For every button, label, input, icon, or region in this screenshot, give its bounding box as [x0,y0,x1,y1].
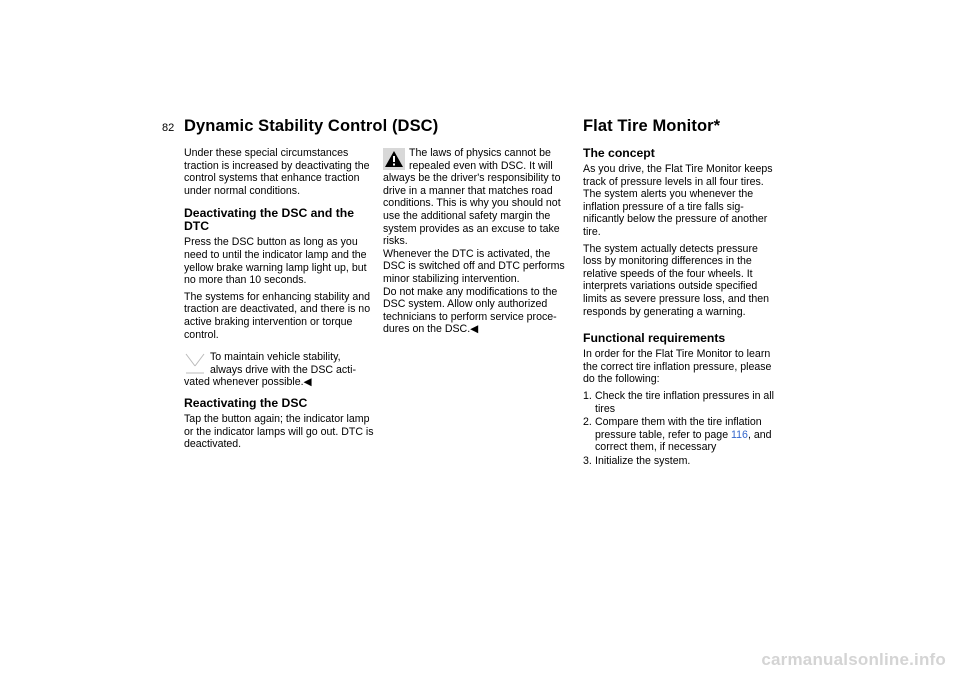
tip-line-3: vated whenever possible.◀ [184,376,312,389]
step-number: 2. [583,416,592,429]
reactivate-heading: Reactivating the DSC [184,395,308,410]
list-item [583,455,775,468]
warning-rest: always be the driver's responsibility to drive in a manner that matches road conditions. This is why you should not use the additional safety margin the system provides as an excuse to take risks. [383,172,561,248]
step-number: 3. [583,454,592,467]
intro-paragraph: Under these special circumstances traction is increased by deactivating the control systems that enhance traction under normal conditions. [184,147,370,197]
step-number: 1. [583,389,592,402]
steps-list [583,390,775,468]
step-text-after: , and correct them, if necessary [595,428,772,454]
concept-paragraph-1: As you drive, the Flat Tire Monitor keeps track of pressure levels in all four tires. The system alerts you whenever the inflation pressure of a tire falls sig-nificantly below the pressure of another tire. [583,163,773,238]
warning-line-1: The laws of physics cannot be [409,147,551,159]
column-1 [184,147,376,455]
column-2 [383,147,575,336]
concept-heading: The concept [583,146,655,160]
list-item [583,390,775,415]
page-title-flat-tire: Flat Tire Monitor* [583,117,721,135]
warning-paragraph-3: Do not make any modifications to the DSC system. Allow only authorized technicians to perform service proce-dures on the DSC.◀ [383,285,558,336]
watermark: carmanualsonline.info [761,650,946,669]
warning-paragraph-2: Whenever the DTC is activated, the DSC is switched off and DTC performs minor stabilizing intervention. [383,247,565,285]
reactivate-paragraph: Tap the button again; the indicator lamp or the indicator lamps will go out. DTC is deactivated. [184,412,374,451]
page-number: 82 [162,122,175,134]
warning-line-2: repealed even with DSC. It will [409,159,553,172]
page-title-dsc: Dynamic Stability Control (DSC) [184,117,439,135]
step-text: Check the tire inflation pressures in all tires [595,389,775,415]
deactivate-paragraph-2: The systems for enhancing stability and traction are deactivated, and there is no active braking intervention or torque control. [184,290,371,341]
tip-note [184,351,376,389]
step-text: Initialize the system. [595,454,691,467]
deactivate-paragraph-1: Press the DSC button as long as you need to until the indicator lamp and the yellow brake warning lamp light up, but no more than 10 seconds. [184,236,367,287]
step-text-before: Compare them with the tire inflation pressure table, refer to page [595,416,762,441]
functional-paragraph: In order for the Flat Tire Monitor to learn the correct tire inflation pressure, please do the following: [583,348,772,386]
warning-note [383,147,575,248]
tip-line-1: To maintain vehicle stability, [210,351,341,364]
tip-arrow-icon [184,353,206,375]
functional-requirements-heading: Functional requirements [583,331,726,346]
tip-line-2: always drive with the DSC acti- [210,363,357,376]
warning-triangle-icon [383,148,405,170]
list-item [583,416,775,454]
deactivate-heading: Deactivating the DSC and the DTC [184,206,354,234]
page-reference-link[interactable]: 116 [731,428,748,441]
column-3 [583,147,775,468]
concept-paragraph-2: The system actually detects pressure loss by monitoring differences in the relative speeds of the four wheels. It interprets variations outside specified limits as severe pressure loss, and then responds by generating a warning. [583,242,770,318]
